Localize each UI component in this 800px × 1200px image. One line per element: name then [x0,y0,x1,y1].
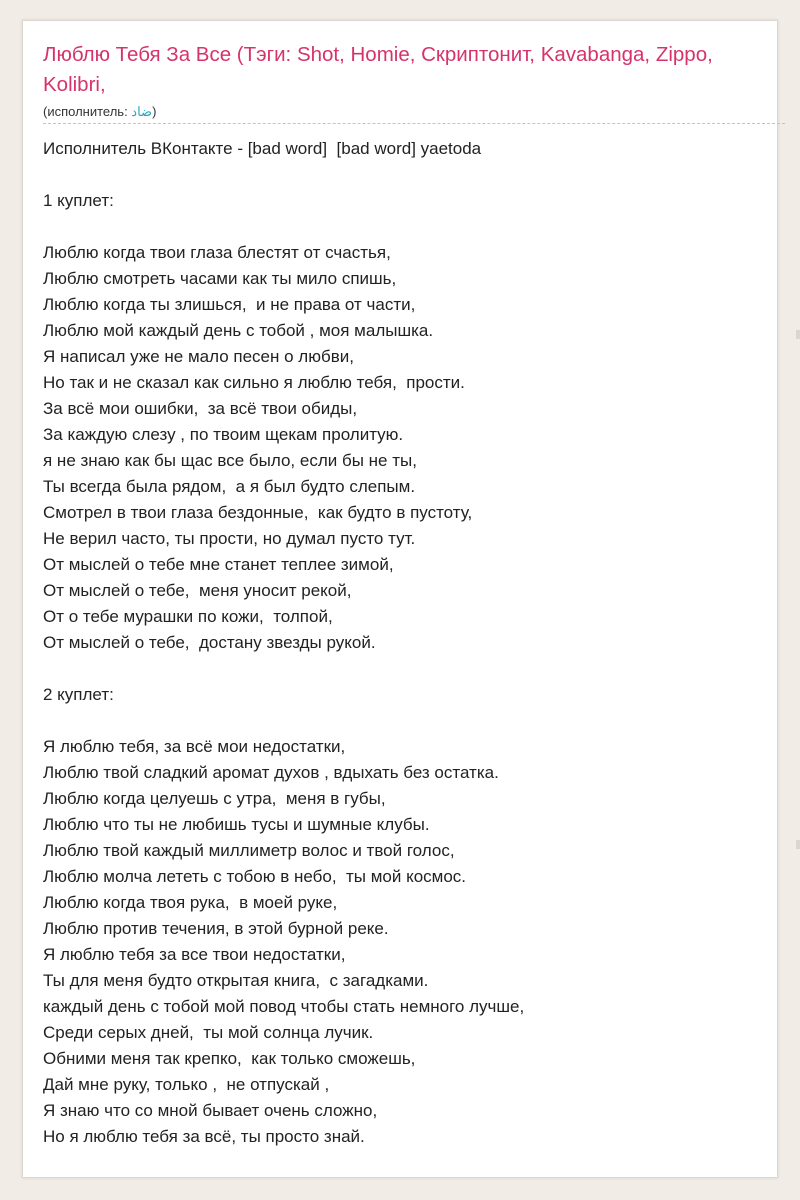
lyric-line: За всё мои ошибки, за всё твои обиды, [43,399,358,418]
lyric-line: Люблю когда ты злишься, и не права от части, [43,295,416,314]
song-title: Люблю Тебя За Все (Тэги: Shot, Homie, Скриптонит, Kavabanga, Zippo, Kolibri, [43,43,713,96]
lyric-line: Люблю смотреть часами как ты мило спишь, [43,269,397,288]
lyric-line: Но так и не сказал как сильно я люблю тебя, прости. [43,373,465,392]
page-edge-mark [796,840,800,849]
lyric-line: я не знаю как бы щас все было, если бы не ты, [43,451,417,470]
lyric-line: Люблю что ты не любишь тусы и шумные клубы. [43,815,430,834]
lyric-line: От о тебе мурашки по кожи, толпой, [43,607,333,626]
blank-line [43,656,753,682]
lyric-line: Я написал уже не мало песен о любви, [43,347,354,366]
lyric-line: Люблю твой каждый миллиметр волос и твой голос, [43,841,455,860]
lyric-line: Я люблю тебя, за всё мои недостатки, [43,737,346,756]
lyric-line: Люблю когда твои глаза блестят от счастья, [43,243,391,262]
blank-line [43,162,753,188]
artist-suffix: ) [152,104,157,119]
lyric-line: Не верил часто, ты прости, но думал пусто тут. [43,529,416,548]
lyric-line: Люблю молча лететь с тобою в небо, ты мой космос. [43,867,467,886]
artist-prefix: (исполнитель: [43,104,132,119]
lyric-line: От мыслей о тебе, достану звезды рукой. [43,633,376,652]
lyric-line: Я люблю тебя за все твои недостатки, [43,945,346,964]
lyric-line: От мыслей о тебе, меня уносит рекой, [43,581,352,600]
artist-link[interactable]: ﺿﺎﺩ [131,104,153,119]
lyric-line: Люблю когда твоя рука, в моей руке, [43,893,338,912]
lyric-line: Среди серых дней, ты мой солнца лучик. [43,1023,374,1042]
lyric-line: Люблю против течения, в этой бурной реке. [43,919,389,938]
lyric-line: Но я люблю тебя за всё, ты просто знай. [43,1127,365,1146]
lyric-line: Дай мне руку, только , не отпускай , [43,1075,330,1094]
lyric-line: Ты всегда была рядом, а я был будто слепым. [43,477,416,496]
blank-line [43,708,753,734]
lyric-line: каждый день с тобой мой повод чтобы стать немного лучше, [43,997,525,1016]
lyric-line: Смотрел в твои глаза бездонные, как будто в пустоту, [43,503,473,522]
page-edge-mark [796,330,800,339]
lyric-line: Я знаю что со мной бывает очень сложно, [43,1101,378,1120]
verse-1-heading: 1 куплет: [43,191,114,210]
lyric-line: Люблю мой каждый день с тобой , моя малышка. [43,321,434,340]
artist-line [43,104,156,120]
lyrics-intro: Исполнитель ВКонтакте - [bad word] [bad word] yaetoda [43,139,482,158]
verse-2-heading: 2 куплет: [43,685,114,704]
lyrics-text [43,136,753,1150]
lyric-line: Люблю когда целуешь с утра, меня в губы, [43,789,386,808]
lyric-line: Ты для меня будто открытая книга, с загадками. [43,971,429,990]
lyrics-card [22,20,778,1178]
lyric-line: За каждую слезу , по твоим щекам пролитую. [43,425,404,444]
blank-line [43,214,753,240]
lyric-line: Обними меня так крепко, как только сможешь, [43,1049,416,1068]
lyric-line: От мыслей о тебе мне станет теплее зимой, [43,555,394,574]
lyric-line: Люблю твой сладкий аромат духов , вдыхать без остатка. [43,763,499,782]
title-divider [43,123,785,124]
